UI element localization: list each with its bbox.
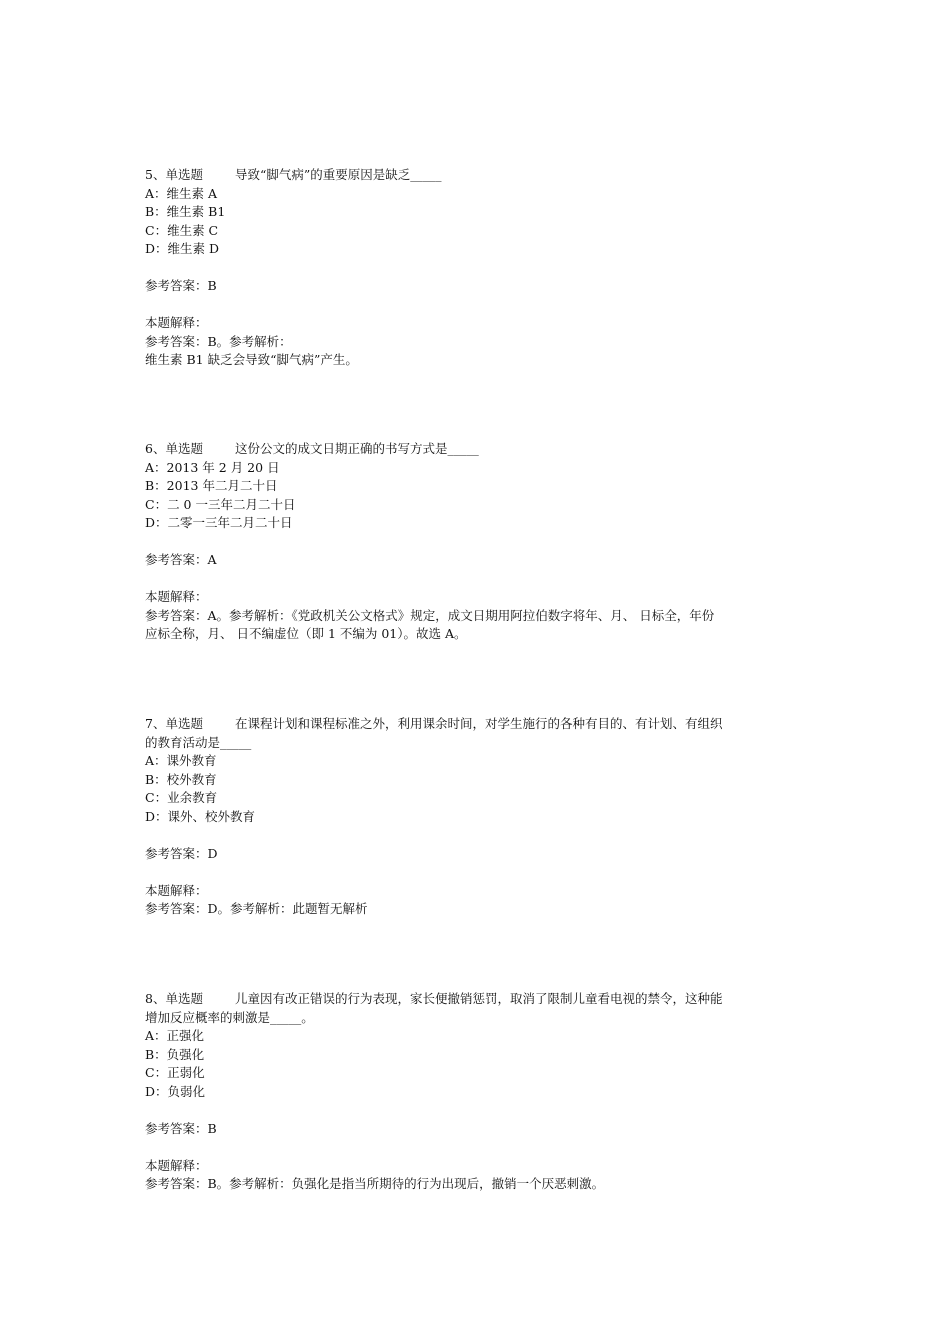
question-type: 单选题 (165, 716, 203, 731)
question-header (145, 166, 805, 185)
question-stem-continued: 增加反应概率的刺激是_____。 (145, 1009, 314, 1025)
question-stem: 儿童因有改正错误的行为表现，家长便撤销惩罚，取消了限制儿童看电视的禁令，这种能 (234, 991, 723, 1006)
question-stem: 在课程计划和课程标准之外，利用课余时间，对学生施行的各种有目的、有计划、有组织 (234, 716, 723, 731)
explanation-line: 参考答案：B。参考解析： (145, 333, 292, 349)
explanation-title: 本题解释： (145, 315, 208, 330)
question-stem: 这份公文的成文日期正确的书写方式是_____ (234, 441, 479, 456)
question-number: 6、 (145, 441, 166, 456)
explanation-line: 应标全称，月、 日不编虚位（即 1 不编为 01）。故选 A。 (145, 626, 467, 641)
question-number: 8、 (145, 991, 166, 1006)
question-number: 5、 (145, 167, 166, 182)
option-d: D：负弱化 (145, 1083, 206, 1099)
option-c: C：业余教育 (145, 790, 218, 805)
option-d: D：维生素 D (145, 241, 220, 256)
reference-answer: 参考答案：A (145, 552, 217, 567)
explanation-title: 本题解释： (145, 589, 208, 604)
explanation-line: 参考答案：A。参考解析：《党政机关公文格式》规定，成文日期用阿拉伯数字将年、月、 日标全，年份 (145, 607, 715, 623)
option-a: A：课外教育 (145, 753, 217, 768)
explanation-line: 维生素 B1 缺乏会导致“脚气病”产生。 (145, 352, 358, 367)
question-7 (145, 715, 805, 919)
question-header (145, 715, 805, 734)
question-5 (145, 166, 805, 370)
reference-answer: 参考答案：B (145, 278, 217, 293)
explanation-line: 参考答案：B。参考解析：负强化是指当所期待的行为出现后，撤销一个厌恶刺激。 (145, 1176, 605, 1191)
question-type: 单选题 (165, 991, 203, 1006)
reference-answer: 参考答案：B (145, 1120, 217, 1136)
explanation-line: 参考答案：D。参考解析：此题暂无解析 (145, 901, 368, 916)
option-c: C：二 0 一三年二月二十日 (145, 496, 296, 512)
reference-answer: 参考答案：D (145, 845, 218, 861)
option-d: D：课外、校外教育 (145, 808, 256, 824)
question-type: 单选题 (165, 167, 203, 182)
question-header (145, 990, 805, 1009)
explanation-title: 本题解释： (145, 1157, 208, 1173)
question-header (145, 440, 805, 459)
explanation-title: 本题解释： (145, 882, 208, 898)
question-stem-continued: 的教育活动是_____ (145, 734, 252, 750)
option-c: C：维生素 C (145, 222, 219, 238)
question-number: 7、 (145, 716, 166, 731)
question-6 (145, 440, 805, 644)
option-b: B：负强化 (145, 1046, 205, 1062)
option-a: A：正强化 (145, 1028, 205, 1043)
option-d: D：二零一三年二月二十日 (145, 515, 293, 530)
option-a: A：2013 年 2 月 20 日 (145, 459, 280, 475)
option-b: B：2013 年二月二十日 (145, 478, 278, 493)
question-stem: 导致“脚气病”的重要原因是缺乏_____ (234, 167, 442, 182)
option-a: A：维生素 A (145, 185, 218, 201)
option-b: B：维生素 B1 (145, 204, 226, 219)
option-b: B：校外教育 (145, 771, 217, 787)
option-c: C：正弱化 (145, 1065, 205, 1080)
question-8 (145, 990, 805, 1194)
question-type: 单选题 (165, 441, 203, 456)
